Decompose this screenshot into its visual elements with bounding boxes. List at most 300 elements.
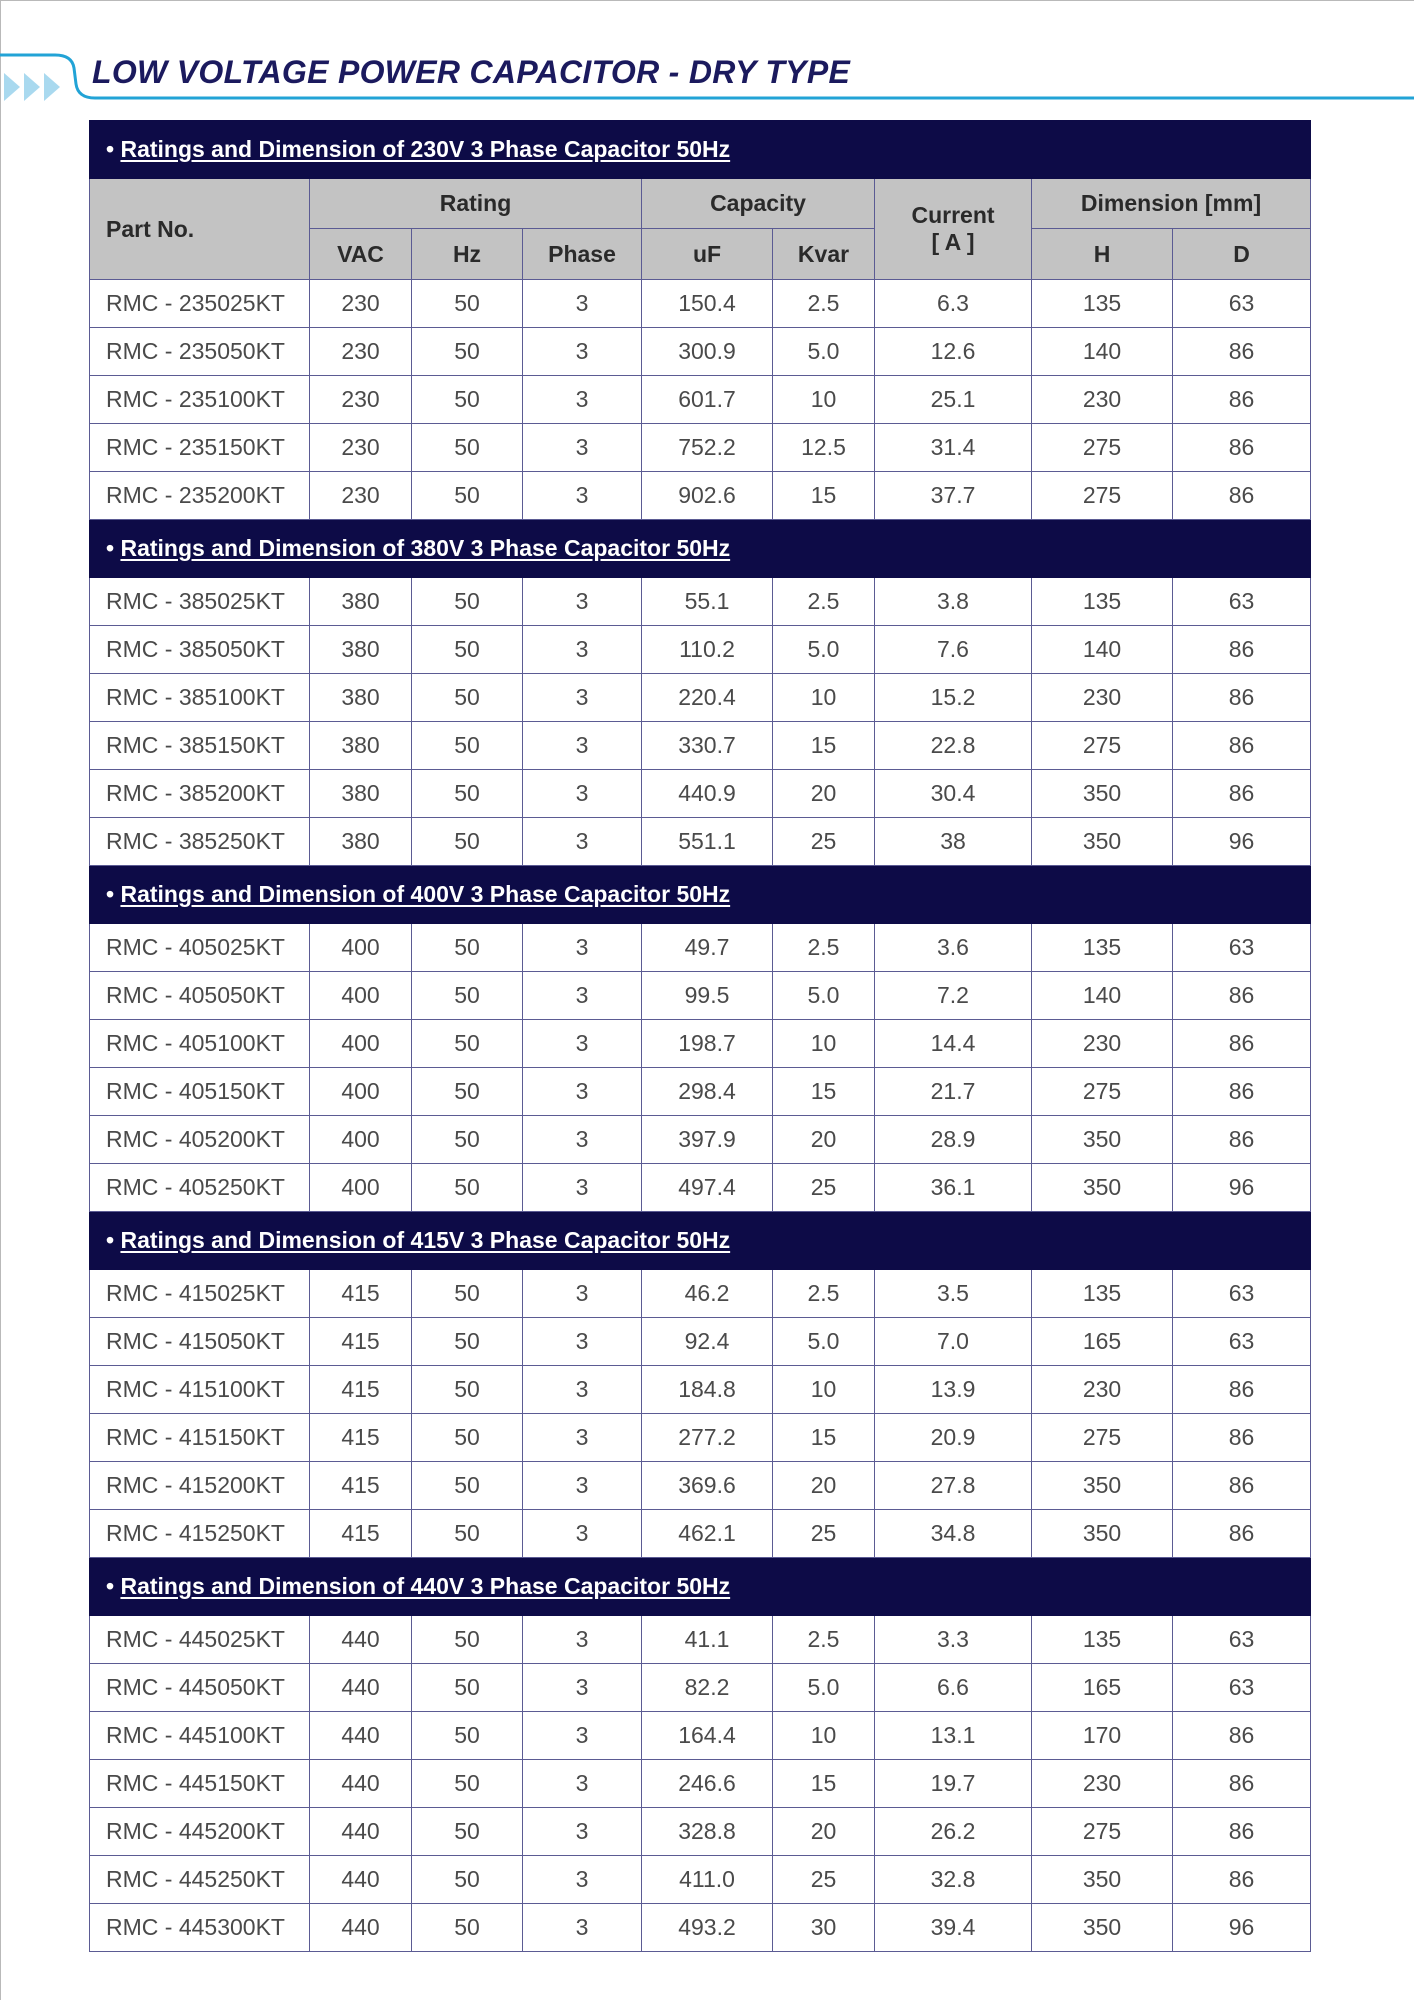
cell-kvar: 25 [773,818,875,866]
cell-height: 275 [1032,1808,1173,1856]
cell-height: 230 [1032,674,1173,722]
cell-diameter: 86 [1173,1510,1311,1558]
section-header-row [90,121,1311,179]
cell-part-no: RMC - 235100KT [90,376,310,424]
cell-height: 350 [1032,1116,1173,1164]
cell-uf: 46.2 [642,1270,773,1318]
cell-current: 7.6 [875,626,1032,674]
cell-height: 165 [1032,1664,1173,1712]
header-dimension: Dimension [mm] [1032,179,1311,229]
table-row [90,1808,1311,1856]
cell-phase: 3 [523,424,642,472]
cell-current: 20.9 [875,1414,1032,1462]
cell-height: 350 [1032,1904,1173,1952]
cell-kvar: 15 [773,1760,875,1808]
cell-kvar: 12.5 [773,424,875,472]
table-row [90,674,1311,722]
table-row [90,472,1311,520]
cell-vac: 380 [310,578,412,626]
header-part-no: Part No. [90,179,310,280]
cell-current: 28.9 [875,1116,1032,1164]
cell-part-no: RMC - 445100KT [90,1712,310,1760]
cell-phase: 3 [523,1414,642,1462]
cell-diameter: 86 [1173,1068,1311,1116]
cell-uf: 493.2 [642,1904,773,1952]
cell-phase: 3 [523,1462,642,1510]
header-capacity: Capacity [642,179,875,229]
cell-kvar: 20 [773,770,875,818]
cell-hz: 50 [412,1366,523,1414]
cell-diameter: 63 [1173,1664,1311,1712]
cell-vac: 380 [310,722,412,770]
cell-vac: 440 [310,1904,412,1952]
cell-diameter: 86 [1173,1712,1311,1760]
cell-current: 31.4 [875,424,1032,472]
cell-kvar: 10 [773,674,875,722]
cell-vac: 230 [310,424,412,472]
cell-phase: 3 [523,1270,642,1318]
section-header-row [90,866,1311,924]
cell-hz: 50 [412,1510,523,1558]
cell-part-no: RMC - 415250KT [90,1510,310,1558]
table-row [90,1904,1311,1952]
cell-part-no: RMC - 385025KT [90,578,310,626]
cell-vac: 230 [310,328,412,376]
table-row [90,280,1311,328]
cell-kvar: 10 [773,1020,875,1068]
cell-phase: 3 [523,1712,642,1760]
cell-current: 13.9 [875,1366,1032,1414]
section-header: • Ratings and Dimension of 415V 3 Phase Capacitor 50Hz [90,1212,1311,1270]
cell-diameter: 86 [1173,1462,1311,1510]
cell-phase: 3 [523,1020,642,1068]
cell-uf: 55.1 [642,578,773,626]
cell-kvar: 2.5 [773,1616,875,1664]
cell-height: 275 [1032,1068,1173,1116]
cell-current: 39.4 [875,1904,1032,1952]
section-header-row [90,1558,1311,1616]
cell-vac: 380 [310,770,412,818]
cell-part-no: RMC - 445025KT [90,1616,310,1664]
cell-vac: 440 [310,1664,412,1712]
cell-vac: 440 [310,1856,412,1904]
cell-vac: 415 [310,1366,412,1414]
cell-height: 350 [1032,1462,1173,1510]
cell-height: 140 [1032,328,1173,376]
cell-vac: 230 [310,376,412,424]
cell-uf: 397.9 [642,1116,773,1164]
cell-hz: 50 [412,1462,523,1510]
header-d: D [1173,229,1311,280]
cell-height: 165 [1032,1318,1173,1366]
cell-height: 135 [1032,1616,1173,1664]
cell-diameter: 63 [1173,1318,1311,1366]
cell-part-no: RMC - 405250KT [90,1164,310,1212]
section-header: • Ratings and Dimension of 380V 3 Phase Capacitor 50Hz [90,520,1311,578]
cell-part-no: RMC - 445200KT [90,1808,310,1856]
cell-hz: 50 [412,722,523,770]
cell-part-no: RMC - 405200KT [90,1116,310,1164]
cell-vac: 400 [310,1116,412,1164]
cell-vac: 380 [310,674,412,722]
cell-phase: 3 [523,1318,642,1366]
table-row [90,1020,1311,1068]
cell-kvar: 25 [773,1510,875,1558]
cell-current: 3.6 [875,924,1032,972]
cell-kvar: 10 [773,1712,875,1760]
cell-kvar: 15 [773,1068,875,1116]
page-border-left [0,0,1,2000]
cell-current: 15.2 [875,674,1032,722]
cell-uf: 328.8 [642,1808,773,1856]
cell-part-no: RMC - 385050KT [90,626,310,674]
cell-current: 36.1 [875,1164,1032,1212]
cell-hz: 50 [412,674,523,722]
cell-kvar: 10 [773,1366,875,1414]
section-header: • Ratings and Dimension of 400V 3 Phase Capacitor 50Hz [90,866,1311,924]
section-header-row [90,1212,1311,1270]
cell-hz: 50 [412,1808,523,1856]
cell-vac: 440 [310,1712,412,1760]
cell-uf: 49.7 [642,924,773,972]
cell-vac: 400 [310,1020,412,1068]
table-row [90,770,1311,818]
cell-part-no: RMC - 235150KT [90,424,310,472]
cell-uf: 902.6 [642,472,773,520]
table-row [90,1068,1311,1116]
cell-hz: 50 [412,1712,523,1760]
cell-hz: 50 [412,1068,523,1116]
header-current-line1: Current [911,202,995,228]
cell-phase: 3 [523,1904,642,1952]
cell-hz: 50 [412,924,523,972]
cell-hz: 50 [412,1760,523,1808]
cell-kvar: 5.0 [773,1664,875,1712]
cell-diameter: 86 [1173,1116,1311,1164]
cell-uf: 300.9 [642,328,773,376]
cell-hz: 50 [412,328,523,376]
cell-height: 350 [1032,1856,1173,1904]
cell-hz: 50 [412,1318,523,1366]
cell-diameter: 63 [1173,280,1311,328]
section-header: • Ratings and Dimension of 230V 3 Phase Capacitor 50Hz [90,121,1311,179]
cell-vac: 230 [310,280,412,328]
cell-phase: 3 [523,472,642,520]
table-row [90,924,1311,972]
cell-hz: 50 [412,770,523,818]
cell-hz: 50 [412,578,523,626]
cell-part-no: RMC - 405050KT [90,972,310,1020]
cell-height: 170 [1032,1712,1173,1760]
cell-height: 140 [1032,972,1173,1020]
cell-vac: 400 [310,924,412,972]
cell-phase: 3 [523,924,642,972]
cell-part-no: RMC - 385150KT [90,722,310,770]
cell-vac: 230 [310,472,412,520]
cell-diameter: 86 [1173,770,1311,818]
table-row [90,1164,1311,1212]
table-row [90,1510,1311,1558]
cell-diameter: 96 [1173,1164,1311,1212]
cell-vac: 380 [310,818,412,866]
table-row [90,1414,1311,1462]
table-row [90,1664,1311,1712]
section-title: Ratings and Dimension of 415V 3 Phase Capacitor 50Hz [120,1227,731,1253]
cell-phase: 3 [523,1366,642,1414]
cell-kvar: 25 [773,1164,875,1212]
cell-kvar: 5.0 [773,972,875,1020]
cell-hz: 50 [412,626,523,674]
table-row [90,376,1311,424]
cell-vac: 415 [310,1270,412,1318]
cell-height: 230 [1032,1760,1173,1808]
cell-hz: 50 [412,1856,523,1904]
cell-phase: 3 [523,1164,642,1212]
cell-phase: 3 [523,1116,642,1164]
cell-hz: 50 [412,1616,523,1664]
cell-current: 3.3 [875,1616,1032,1664]
cell-uf: 92.4 [642,1318,773,1366]
cell-hz: 50 [412,1020,523,1068]
cell-phase: 3 [523,1616,642,1664]
cell-height: 135 [1032,280,1173,328]
cell-phase: 3 [523,626,642,674]
table-row [90,1318,1311,1366]
table-row [90,722,1311,770]
cell-part-no: RMC - 405100KT [90,1020,310,1068]
cell-height: 135 [1032,924,1173,972]
header-current [875,179,1032,280]
cell-current: 30.4 [875,770,1032,818]
cell-uf: 99.5 [642,972,773,1020]
table-row [90,1712,1311,1760]
cell-diameter: 86 [1173,1414,1311,1462]
cell-diameter: 86 [1173,472,1311,520]
cell-kvar: 25 [773,1856,875,1904]
cell-current: 7.2 [875,972,1032,1020]
table-row [90,578,1311,626]
cell-uf: 220.4 [642,674,773,722]
cell-uf: 164.4 [642,1712,773,1760]
cell-part-no: RMC - 415050KT [90,1318,310,1366]
cell-current: 12.6 [875,328,1032,376]
cell-part-no: RMC - 385100KT [90,674,310,722]
section-header-row [90,520,1311,578]
cell-hz: 50 [412,280,523,328]
cell-part-no: RMC - 405025KT [90,924,310,972]
cell-phase: 3 [523,328,642,376]
cell-height: 350 [1032,1510,1173,1558]
table-row [90,1116,1311,1164]
cell-hz: 50 [412,1414,523,1462]
cell-hz: 50 [412,818,523,866]
cell-current: 34.8 [875,1510,1032,1558]
cell-height: 275 [1032,1414,1173,1462]
cell-part-no: RMC - 445300KT [90,1904,310,1952]
cell-phase: 3 [523,722,642,770]
cell-kvar: 2.5 [773,924,875,972]
triple-chevron-right-icon [2,70,68,104]
cell-uf: 411.0 [642,1856,773,1904]
cell-uf: 298.4 [642,1068,773,1116]
capacitor-spec-table [89,120,1311,1952]
table-row [90,424,1311,472]
cell-current: 14.4 [875,1020,1032,1068]
table-row [90,1366,1311,1414]
cell-height: 350 [1032,818,1173,866]
cell-vac: 415 [310,1414,412,1462]
cell-kvar: 20 [773,1808,875,1856]
cell-phase: 3 [523,376,642,424]
cell-part-no: RMC - 235025KT [90,280,310,328]
cell-uf: 198.7 [642,1020,773,1068]
table-row [90,328,1311,376]
cell-phase: 3 [523,1808,642,1856]
cell-diameter: 63 [1173,1270,1311,1318]
cell-diameter: 86 [1173,376,1311,424]
cell-uf: 41.1 [642,1616,773,1664]
cell-uf: 246.6 [642,1760,773,1808]
cell-diameter: 86 [1173,424,1311,472]
cell-kvar: 20 [773,1462,875,1510]
cell-kvar: 15 [773,722,875,770]
table-row [90,1270,1311,1318]
cell-height: 275 [1032,722,1173,770]
cell-hz: 50 [412,1904,523,1952]
cell-phase: 3 [523,770,642,818]
cell-part-no: RMC - 445250KT [90,1856,310,1904]
cell-uf: 110.2 [642,626,773,674]
cell-phase: 3 [523,674,642,722]
cell-current: 38 [875,818,1032,866]
cell-current: 19.7 [875,1760,1032,1808]
cell-uf: 440.9 [642,770,773,818]
cell-vac: 415 [310,1462,412,1510]
cell-height: 275 [1032,472,1173,520]
cell-phase: 3 [523,578,642,626]
cell-hz: 50 [412,424,523,472]
cell-part-no: RMC - 405150KT [90,1068,310,1116]
cell-diameter: 96 [1173,1904,1311,1952]
cell-phase: 3 [523,1856,642,1904]
cell-uf: 497.4 [642,1164,773,1212]
header-kvar: Kvar [773,229,875,280]
table-row [90,972,1311,1020]
cell-current: 3.8 [875,578,1032,626]
table-row [90,1462,1311,1510]
cell-diameter: 63 [1173,578,1311,626]
cell-uf: 184.8 [642,1366,773,1414]
cell-phase: 3 [523,1664,642,1712]
cell-height: 350 [1032,1164,1173,1212]
table-row [90,1856,1311,1904]
header-phase: Phase [523,229,642,280]
section-title: Ratings and Dimension of 400V 3 Phase Capacitor 50Hz [120,881,731,907]
cell-height: 230 [1032,376,1173,424]
cell-vac: 415 [310,1318,412,1366]
cell-height: 230 [1032,1020,1173,1068]
cell-vac: 380 [310,626,412,674]
cell-diameter: 86 [1173,972,1311,1020]
cell-height: 230 [1032,1366,1173,1414]
cell-height: 350 [1032,770,1173,818]
cell-kvar: 5.0 [773,328,875,376]
cell-hz: 50 [412,1116,523,1164]
header-h: H [1032,229,1173,280]
cell-hz: 50 [412,972,523,1020]
cell-kvar: 5.0 [773,1318,875,1366]
cell-part-no: RMC - 235200KT [90,472,310,520]
cell-diameter: 86 [1173,1856,1311,1904]
cell-phase: 3 [523,280,642,328]
cell-uf: 150.4 [642,280,773,328]
cell-part-no: RMC - 445050KT [90,1664,310,1712]
cell-hz: 50 [412,1164,523,1212]
cell-diameter: 86 [1173,1760,1311,1808]
cell-part-no: RMC - 415025KT [90,1270,310,1318]
cell-current: 25.1 [875,376,1032,424]
cell-current: 32.8 [875,1856,1032,1904]
cell-part-no: RMC - 415100KT [90,1366,310,1414]
cell-kvar: 15 [773,1414,875,1462]
cell-current: 22.8 [875,722,1032,770]
header-rating: Rating [310,179,642,229]
cell-phase: 3 [523,1068,642,1116]
cell-diameter: 63 [1173,1616,1311,1664]
cell-current: 13.1 [875,1712,1032,1760]
cell-height: 135 [1032,1270,1173,1318]
cell-diameter: 86 [1173,1366,1311,1414]
header-uf: uF [642,229,773,280]
cell-part-no: RMC - 445150KT [90,1760,310,1808]
cell-kvar: 15 [773,472,875,520]
column-header-row [90,179,1311,229]
cell-uf: 82.2 [642,1664,773,1712]
cell-phase: 3 [523,1760,642,1808]
cell-current: 27.8 [875,1462,1032,1510]
cell-current: 3.5 [875,1270,1032,1318]
cell-part-no: RMC - 385250KT [90,818,310,866]
cell-vac: 415 [310,1510,412,1558]
header-hz: Hz [412,229,523,280]
cell-kvar: 2.5 [773,1270,875,1318]
cell-current: 37.7 [875,472,1032,520]
cell-hz: 50 [412,1270,523,1318]
cell-diameter: 96 [1173,818,1311,866]
table-row [90,1760,1311,1808]
cell-diameter: 86 [1173,328,1311,376]
cell-uf: 277.2 [642,1414,773,1462]
table-row [90,818,1311,866]
cell-vac: 440 [310,1808,412,1856]
cell-height: 275 [1032,424,1173,472]
cell-phase: 3 [523,972,642,1020]
cell-kvar: 2.5 [773,280,875,328]
cell-uf: 369.6 [642,1462,773,1510]
section-title: Ratings and Dimension of 440V 3 Phase Capacitor 50Hz [120,1573,731,1599]
cell-phase: 3 [523,818,642,866]
cell-current: 26.2 [875,1808,1032,1856]
page-title: LOW VOLTAGE POWER CAPACITOR - DRY TYPE [92,54,851,90]
cell-hz: 50 [412,1664,523,1712]
header-vac: VAC [310,229,412,280]
cell-diameter: 86 [1173,1020,1311,1068]
cell-hz: 50 [412,376,523,424]
cell-uf: 601.7 [642,376,773,424]
cell-hz: 50 [412,472,523,520]
cell-part-no: RMC - 235050KT [90,328,310,376]
table-row [90,626,1311,674]
